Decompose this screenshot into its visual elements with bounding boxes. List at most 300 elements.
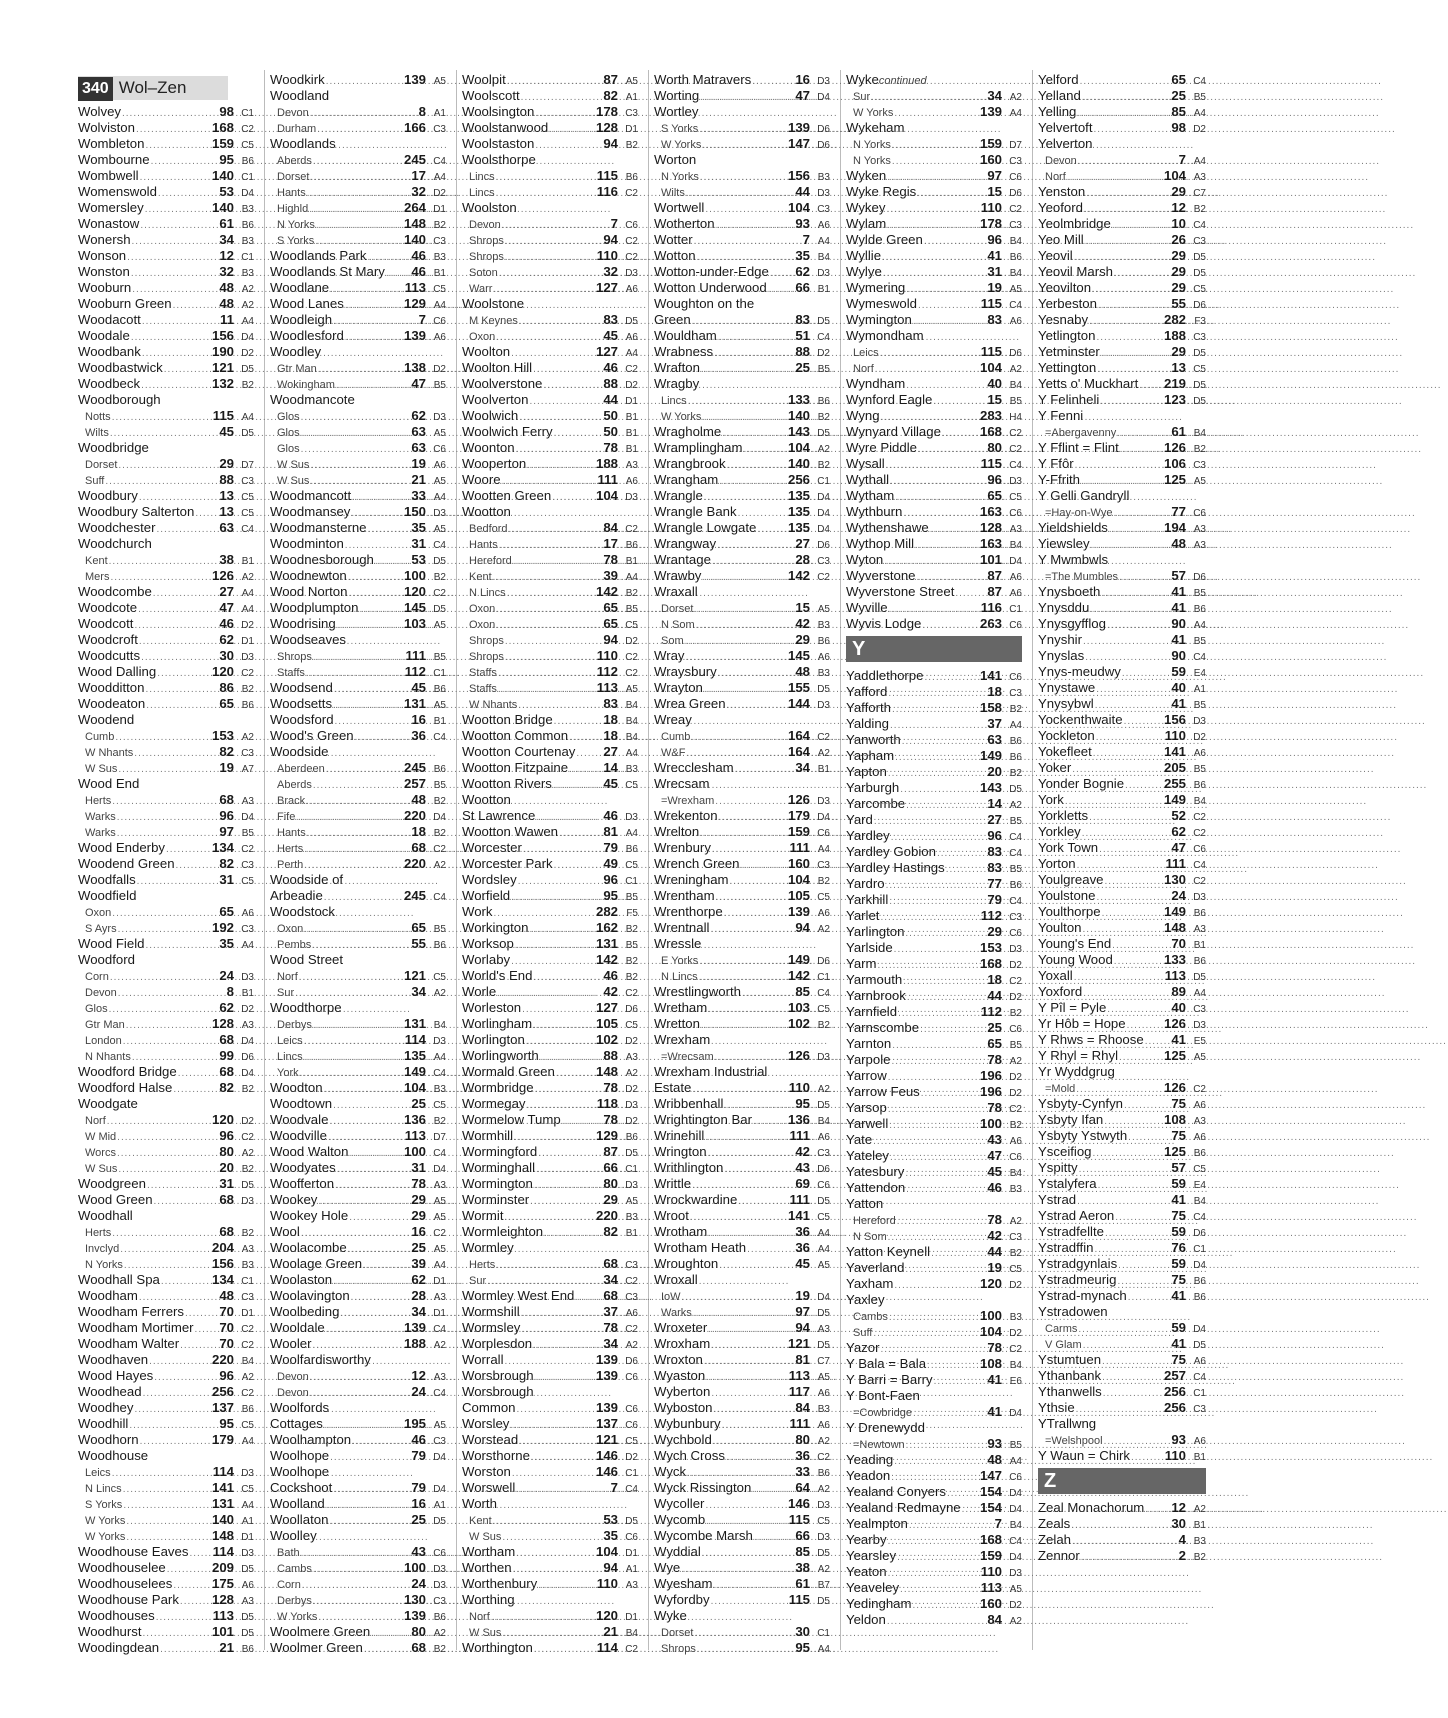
index-subentry bbox=[270, 216, 446, 232]
index-entry bbox=[78, 136, 254, 152]
page-ref: 112 bbox=[404, 664, 426, 679]
place-name: Yarpole bbox=[846, 1052, 891, 1067]
place-name: Ystradffin bbox=[1038, 1240, 1094, 1255]
grid-ref: D3 bbox=[817, 796, 830, 807]
place-name: Wyck Rissington bbox=[654, 1480, 752, 1495]
index-entry bbox=[78, 1320, 254, 1336]
grid-ref: D5 bbox=[241, 1628, 254, 1639]
index-subentry bbox=[654, 792, 830, 808]
index-subentry bbox=[462, 248, 638, 264]
grid-ref: C5 bbox=[625, 620, 638, 631]
place-name: S Yorks bbox=[277, 235, 315, 247]
page-ref: 34 bbox=[603, 1336, 618, 1351]
page-ref: 150 bbox=[403, 504, 426, 519]
place-name: Wykeham bbox=[846, 120, 905, 135]
place-name: Worfield bbox=[462, 888, 511, 903]
place-name: Ysbyty-Cynfyn bbox=[1038, 1096, 1124, 1111]
grid-ref: D2 bbox=[625, 380, 638, 391]
index-subentry bbox=[270, 1064, 446, 1080]
page-ref: 104 bbox=[595, 488, 618, 503]
page-ref: 115 bbox=[788, 1592, 810, 1607]
place-name: Woodhouselees bbox=[78, 1576, 173, 1591]
index-entry bbox=[846, 1516, 1022, 1532]
page-ref: 39 bbox=[411, 1256, 426, 1271]
grid-ref: A7 bbox=[241, 764, 254, 775]
grid-ref: C6 bbox=[433, 1548, 446, 1559]
index-entry bbox=[846, 280, 1022, 296]
page-ref: 111 bbox=[597, 472, 618, 487]
grid-ref: A6 bbox=[1009, 572, 1022, 583]
index-entry bbox=[462, 376, 638, 392]
index-entry bbox=[846, 700, 1022, 716]
page-ref: 45 bbox=[603, 776, 618, 791]
grid-ref: A3 bbox=[817, 1324, 830, 1335]
grid-ref: B5 bbox=[433, 924, 446, 935]
place-name: Woolbeding bbox=[270, 1304, 340, 1319]
page-ref: 80 bbox=[411, 1624, 426, 1639]
page-ref: 113 bbox=[404, 280, 426, 295]
page-ref: 123 bbox=[1163, 392, 1186, 407]
page-ref: 100 bbox=[979, 1116, 1002, 1131]
grid-ref: A1 bbox=[433, 1500, 446, 1511]
grid-ref: C3 bbox=[1009, 688, 1022, 699]
page-ref: 114 bbox=[212, 1464, 234, 1479]
place-name: Aberds bbox=[277, 779, 312, 791]
page-ref: 12 bbox=[219, 248, 234, 263]
grid-ref: B6 bbox=[1009, 880, 1022, 891]
index-entry bbox=[270, 1272, 446, 1288]
page-ref: 48 bbox=[795, 664, 810, 679]
page-ref: 111 bbox=[1165, 856, 1186, 871]
index-entry bbox=[654, 1384, 830, 1400]
page-ref: 141 bbox=[211, 1480, 234, 1495]
place-name: Lincs bbox=[661, 395, 687, 407]
place-name: Wylye bbox=[846, 264, 882, 279]
place-name: Hants bbox=[277, 187, 306, 199]
page-ref: 128 bbox=[211, 1016, 234, 1031]
place-name: Work bbox=[462, 904, 493, 919]
place-name: Worting bbox=[654, 88, 700, 103]
place-name: Ynysddu bbox=[1038, 600, 1090, 615]
grid-ref: A2 bbox=[433, 1340, 446, 1351]
place-name: Worcs bbox=[85, 1147, 116, 1159]
page-ref: 62 bbox=[1171, 824, 1186, 839]
place-name: Glos bbox=[277, 427, 300, 439]
grid-ref: D3 bbox=[1193, 716, 1206, 727]
place-name: Wokingham bbox=[277, 379, 335, 391]
place-name: Arbeadie bbox=[270, 888, 323, 903]
page-ref: 35 bbox=[603, 1528, 618, 1543]
index-entry bbox=[1038, 120, 1206, 136]
page-ref: 156 bbox=[1163, 712, 1186, 727]
grid-ref: B4 bbox=[1193, 428, 1206, 439]
grid-ref: D5 bbox=[817, 1196, 830, 1207]
page-ref: 115 bbox=[212, 408, 234, 423]
place-name: Yattendon bbox=[846, 1180, 906, 1195]
place-name: Writtle bbox=[654, 1176, 692, 1191]
place-name: Worlingworth bbox=[462, 1048, 539, 1063]
index-entry bbox=[654, 760, 830, 776]
grid-ref: D6 bbox=[625, 1004, 638, 1015]
letter-section-header: Z bbox=[1038, 1468, 1206, 1494]
grid-ref: A5 bbox=[433, 524, 446, 535]
place-name: Oxon bbox=[469, 619, 496, 631]
page-ref: 147 bbox=[787, 136, 810, 151]
page-ref: 140 bbox=[787, 408, 810, 423]
place-name: Y Fflint = Flint bbox=[1038, 440, 1119, 455]
place-name: Green bbox=[654, 312, 691, 327]
grid-ref: B2 bbox=[433, 796, 446, 807]
grid-ref: D4 bbox=[241, 1068, 254, 1079]
place-name: Glos bbox=[277, 443, 300, 455]
page-ref: 29 bbox=[411, 1192, 426, 1207]
grid-ref: C1 bbox=[241, 1276, 254, 1287]
index-subentry bbox=[462, 520, 638, 536]
grid-ref: D3 bbox=[241, 652, 254, 663]
index-entry bbox=[270, 1512, 446, 1528]
grid-ref: B6 bbox=[433, 1612, 446, 1623]
page-ref: 77 bbox=[1171, 504, 1186, 519]
grid-ref: D5 bbox=[817, 316, 830, 327]
grid-ref: E4 bbox=[1193, 668, 1206, 679]
index-entry bbox=[270, 1128, 446, 1144]
leader-dots bbox=[700, 88, 794, 106]
index-entry bbox=[78, 1640, 254, 1656]
place-name: Yeaveley bbox=[846, 1580, 900, 1595]
place-name: Yelling bbox=[1038, 104, 1077, 119]
grid-ref: C4 bbox=[1193, 652, 1206, 663]
grid-ref: C3 bbox=[817, 1148, 830, 1159]
index-entry bbox=[270, 1240, 446, 1256]
index-heading bbox=[270, 1000, 446, 1016]
page-ref: 25 bbox=[411, 1512, 426, 1527]
grid-ref: D4 bbox=[817, 812, 830, 823]
index-entry bbox=[654, 1496, 830, 1512]
grid-ref: A4 bbox=[241, 316, 254, 327]
index-entry bbox=[1038, 1176, 1206, 1192]
grid-ref: D4 bbox=[433, 1164, 446, 1175]
index-subentry bbox=[270, 424, 446, 440]
index-entry bbox=[78, 216, 254, 232]
place-name: M Keynes bbox=[469, 315, 518, 327]
index-entry bbox=[78, 376, 254, 392]
grid-ref: A3 bbox=[241, 796, 254, 807]
page-ref: 84 bbox=[987, 1612, 1002, 1627]
page-ref: 129 bbox=[595, 1128, 618, 1143]
place-name: Wool bbox=[270, 1224, 300, 1239]
page-ref: 142 bbox=[595, 584, 618, 599]
place-name: Devon bbox=[277, 1371, 309, 1383]
index-entry bbox=[462, 408, 638, 424]
page-ref: 149 bbox=[403, 1064, 426, 1079]
place-name: Worleston bbox=[462, 1000, 522, 1015]
index-subentry bbox=[270, 376, 446, 392]
index-entry bbox=[78, 1384, 254, 1400]
grid-ref: B5 bbox=[1009, 1040, 1022, 1051]
page-ref: 144 bbox=[787, 696, 810, 711]
index-heading bbox=[654, 296, 830, 312]
page-ref: 41 bbox=[1171, 1288, 1186, 1303]
place-name: Warks bbox=[85, 827, 116, 839]
place-name: Wyke bbox=[654, 1608, 687, 1623]
place-name: Wycombe Marsh bbox=[654, 1528, 753, 1543]
grid-ref: B6 bbox=[241, 1404, 254, 1415]
grid-ref: C2 bbox=[241, 1340, 254, 1351]
page-ref: 139 bbox=[787, 120, 810, 135]
page-ref: 127 bbox=[595, 1000, 618, 1015]
place-name: Ystradgynlais bbox=[1038, 1256, 1118, 1271]
page-ref: 68 bbox=[219, 1032, 234, 1047]
place-name: Wragholme bbox=[654, 424, 722, 439]
place-name: Wrecsam bbox=[654, 776, 710, 791]
grid-ref: B1 bbox=[817, 284, 830, 295]
grid-ref: C2 bbox=[1193, 876, 1206, 887]
index-entry bbox=[654, 680, 830, 696]
grid-ref: A4 bbox=[817, 236, 830, 247]
page-ref: 137 bbox=[211, 1400, 234, 1415]
place-name: Devon bbox=[1045, 155, 1077, 167]
grid-ref: B2 bbox=[1009, 1120, 1022, 1131]
index-entry bbox=[846, 956, 1022, 972]
place-name: Yelland bbox=[1038, 88, 1081, 103]
index-entry bbox=[846, 876, 1022, 892]
grid-ref: C1 bbox=[1193, 1244, 1206, 1255]
index-entry bbox=[846, 520, 1022, 536]
grid-ref: B6 bbox=[241, 1644, 254, 1655]
index-column-1 bbox=[78, 104, 254, 1656]
index-subentry bbox=[270, 152, 446, 168]
page-ref: 65 bbox=[219, 904, 234, 919]
index-entry bbox=[462, 744, 638, 760]
place-name: Worcester Park bbox=[462, 856, 553, 871]
index-subentry bbox=[1038, 424, 1206, 440]
index-subentry bbox=[654, 632, 830, 648]
grid-ref: D1 bbox=[625, 1612, 638, 1623]
grid-ref: B1 bbox=[241, 988, 254, 999]
page-ref: 126 bbox=[787, 792, 810, 807]
page-ref: 27 bbox=[603, 744, 618, 759]
place-name: Yaddlethorpe bbox=[846, 668, 924, 683]
grid-ref: C4 bbox=[1193, 76, 1206, 87]
index-entry bbox=[1038, 728, 1206, 744]
index-entry bbox=[654, 232, 830, 248]
grid-ref: B3 bbox=[1193, 1536, 1206, 1547]
index-entry bbox=[462, 856, 638, 872]
index-entry bbox=[462, 136, 638, 152]
grid-ref: D4 bbox=[1193, 1324, 1206, 1335]
page-ref: 88 bbox=[603, 376, 618, 391]
place-name: Wyton bbox=[846, 552, 884, 567]
index-column-4 bbox=[654, 72, 830, 1656]
index-entry bbox=[654, 888, 830, 904]
page-ref: 32 bbox=[219, 264, 234, 279]
grid-ref: B7 bbox=[817, 1580, 830, 1591]
page-ref: 90 bbox=[1171, 648, 1186, 663]
index-entry bbox=[846, 504, 1022, 520]
leader-dots bbox=[156, 520, 218, 538]
leader-dots bbox=[330, 1448, 410, 1466]
index-subentry bbox=[270, 360, 446, 376]
place-name: Cumb bbox=[661, 731, 691, 743]
place-name: Y Ffôr bbox=[1038, 456, 1074, 471]
grid-ref: B2 bbox=[1193, 444, 1206, 455]
grid-ref: A3 bbox=[1193, 540, 1206, 551]
leader-dots bbox=[701, 360, 794, 378]
grid-ref: A5 bbox=[433, 1244, 446, 1255]
index-entry bbox=[1038, 680, 1206, 696]
page-ref: 7 bbox=[802, 232, 810, 247]
page-ref: 84 bbox=[795, 1400, 810, 1415]
page-ref: 82 bbox=[219, 1080, 234, 1095]
page-ref: 47 bbox=[219, 600, 234, 615]
place-name: Yatton bbox=[846, 1196, 884, 1211]
grid-ref: C4 bbox=[433, 1324, 446, 1335]
index-entry bbox=[462, 1160, 638, 1176]
index-entry bbox=[78, 1288, 254, 1304]
index-subentry bbox=[1038, 504, 1206, 520]
index-heading bbox=[270, 952, 446, 968]
grid-ref: B5 bbox=[1009, 816, 1022, 827]
grid-ref: A4 bbox=[625, 572, 638, 583]
index-subentry bbox=[270, 648, 446, 664]
grid-ref: B6 bbox=[1009, 752, 1022, 763]
grid-ref: C6 bbox=[1009, 1024, 1022, 1035]
grid-ref: D3 bbox=[433, 412, 446, 423]
page-ref: 96 bbox=[219, 1128, 234, 1143]
index-entry bbox=[270, 1192, 446, 1208]
page-ref: 39 bbox=[603, 568, 618, 583]
page-ref: 141 bbox=[787, 1208, 810, 1223]
grid-ref: C2 bbox=[1009, 428, 1022, 439]
place-name: Warks bbox=[661, 1307, 692, 1319]
leader-dots bbox=[516, 1480, 609, 1498]
index-entry bbox=[270, 312, 446, 328]
index-subentry bbox=[78, 408, 254, 424]
place-name: Wythop Mill bbox=[846, 536, 915, 551]
place-name: Wytham bbox=[846, 488, 895, 503]
index-subentry bbox=[78, 552, 254, 568]
page-ref: 220 bbox=[211, 1352, 234, 1367]
place-name: Wrabness bbox=[654, 344, 714, 359]
index-entry bbox=[1038, 1516, 1206, 1532]
page-ref: 46 bbox=[411, 1432, 426, 1447]
index-entry bbox=[462, 712, 638, 728]
place-name: Brack bbox=[277, 795, 306, 807]
place-name: Woolsington bbox=[462, 104, 535, 119]
index-entry bbox=[462, 840, 638, 856]
page-ref: 149 bbox=[1163, 904, 1186, 919]
page-ref: 68 bbox=[411, 1640, 426, 1655]
page-ref: 96 bbox=[987, 828, 1002, 843]
page-ref: 29 bbox=[603, 1192, 618, 1207]
place-name: Woodborough bbox=[78, 392, 161, 407]
place-name: Aberds bbox=[277, 155, 312, 167]
page-ref: 32 bbox=[603, 264, 618, 279]
index-entry bbox=[270, 1448, 446, 1464]
page-ref: 24 bbox=[219, 968, 234, 983]
place-name: Woodside bbox=[270, 744, 329, 759]
leader-dots bbox=[710, 920, 794, 938]
place-name: =Abergavenny bbox=[1045, 427, 1117, 439]
page-ref: 42 bbox=[987, 1228, 1002, 1243]
page-ref: 42 bbox=[603, 984, 618, 999]
place-name: Wrekenton bbox=[654, 808, 718, 823]
index-entry bbox=[846, 972, 1022, 988]
leader-dots bbox=[1131, 1448, 1164, 1466]
page-ref: 125 bbox=[1163, 1144, 1186, 1159]
place-name: Ystradmeurig bbox=[1038, 1272, 1117, 1287]
index-entry bbox=[1038, 952, 1206, 968]
place-name: W Yorks bbox=[661, 139, 702, 151]
grid-ref: D5 bbox=[241, 428, 254, 439]
page-ref: 81 bbox=[795, 1352, 810, 1367]
grid-ref: C2 bbox=[1193, 828, 1206, 839]
place-name: Wrentnall bbox=[654, 920, 710, 935]
grid-ref: C5 bbox=[1193, 364, 1206, 375]
index-entry bbox=[1038, 1352, 1206, 1368]
place-name: Pembs bbox=[277, 939, 312, 951]
place-name: W Sus bbox=[85, 763, 118, 775]
place-name: Woodseaves bbox=[270, 632, 346, 647]
page-ref: 59 bbox=[1171, 1224, 1186, 1239]
page-ref: 95 bbox=[603, 888, 618, 903]
place-name: Wormhill bbox=[462, 1128, 514, 1143]
place-name: Derbys bbox=[277, 1595, 312, 1607]
index-entry bbox=[846, 1148, 1022, 1164]
grid-ref: D5 bbox=[1009, 784, 1022, 795]
place-name: Worcester bbox=[462, 840, 522, 855]
index-entry bbox=[846, 1372, 1022, 1388]
page-ref: 41 bbox=[987, 248, 1002, 263]
page-ref: 121 bbox=[403, 968, 426, 983]
page-ref: 115 bbox=[980, 344, 1002, 359]
grid-ref: C2 bbox=[1009, 1344, 1022, 1355]
grid-ref: B4 bbox=[625, 1628, 638, 1639]
place-name: Wootton Wawen bbox=[462, 824, 559, 839]
place-name: Wonson bbox=[78, 248, 127, 263]
page-ref: 27 bbox=[219, 584, 234, 599]
index-subentry bbox=[270, 808, 446, 824]
index-entry bbox=[654, 440, 830, 456]
index-entry bbox=[1038, 1112, 1206, 1128]
page-ref: 66 bbox=[603, 1160, 618, 1175]
page-ref: 48 bbox=[219, 296, 234, 311]
page-ref: 158 bbox=[979, 700, 1002, 715]
index-subentry bbox=[78, 792, 254, 808]
grid-ref: D4 bbox=[433, 1484, 446, 1495]
index-entry bbox=[654, 1592, 830, 1608]
page-ref: 45 bbox=[411, 680, 426, 695]
grid-ref: B3 bbox=[241, 1260, 254, 1271]
index-entry bbox=[654, 648, 830, 664]
grid-ref: C4 bbox=[1193, 1372, 1206, 1383]
grid-ref: B4 bbox=[625, 716, 638, 727]
leader-dots bbox=[534, 1640, 596, 1658]
place-name: N Yorks bbox=[853, 155, 891, 167]
page-ref: 135 bbox=[403, 1048, 426, 1063]
grid-ref: A6 bbox=[1193, 1100, 1206, 1111]
leader-dots bbox=[697, 1640, 794, 1658]
grid-ref: D5 bbox=[817, 684, 830, 695]
place-name: Woodford Halse bbox=[78, 1080, 173, 1095]
grid-ref: A4 bbox=[433, 1052, 446, 1063]
page-ref: 116 bbox=[596, 184, 618, 199]
grid-ref: A4 bbox=[1009, 1456, 1022, 1467]
place-name: Woodnewton bbox=[270, 568, 347, 583]
page-ref: 75 bbox=[1171, 1352, 1186, 1367]
place-name: Woollaton bbox=[270, 1512, 329, 1527]
index-entry bbox=[78, 296, 254, 312]
